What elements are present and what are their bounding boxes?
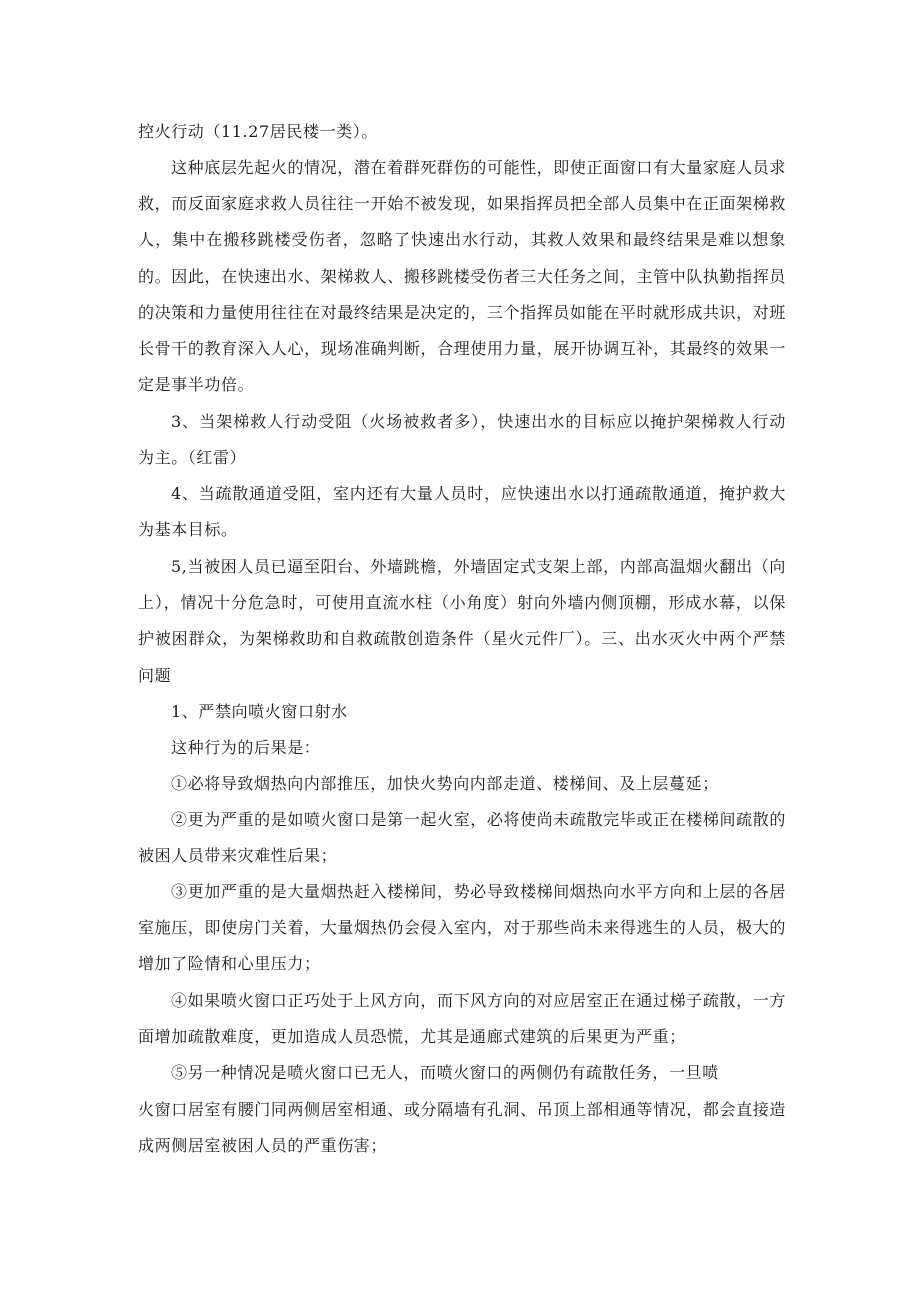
paragraph-continuation: 控火行动（11.27居民楼一类）。 [138, 122, 379, 141]
paragraph-consequences-intro: 这种行为的后果是： [171, 738, 321, 757]
paragraph-item-4: 4、当疏散通道受阻，室内还有大量人员时，应快速出水以打通疏散通道，掩护救大为基本目标。 [138, 484, 786, 540]
list-item-consequence-3: ③更加严重的是大量烟热赶入楼梯间，势必导致楼梯间烟热向水平方向和上层的各居室施压，即使房门关着，大量烟热仍会侵入室内，对于那些尚未来得逃生的人员，极大的增加了险情和心里压力； [138, 882, 786, 974]
list-item-consequence-2: ②更为严重的是如喷火窗口是第一起火室，必将使尚未疏散完毕或正在楼梯间疏散的被困人员带来灾难性后果； [138, 810, 786, 866]
paragraph-item-3: 3、当架梯救人行动受阻（火场被救者多），快速出水的目标应以掩护架梯救人行动为主。（红雷） [138, 412, 786, 468]
heading-prohibition-1: 1、严禁向喷火窗口射水 [171, 702, 348, 721]
list-item-consequence-5-cont: 火窗口居室有腰门同两侧居室相通、或分隔墙有孔洞、吊顶上部相通等情况，都会直接造成两侧居室被困人员的严重伤害； [138, 1100, 786, 1156]
paragraph-item-5: 5,当被困人员已逼至阳台、外墙跳檐，外墙固定式支架上部，内部高温烟火翻出（向上），情况十分危急时，可使用直流水柱（小角度）射向外墙内侧顶棚，形成水幕，以保护被困群众，为架梯救助和自救疏散创造条件（星火元件厂）。三、出水灭火中两个严禁问题 [138, 557, 786, 685]
list-item-consequence-4: ④如果喷火窗口正巧处于上风方向，而下风方向的对应居室正在通过梯子疏散，一方面增加疏散难度，更加造成人员恐慌，尤其是通廊式建筑的后果更为严重； [138, 991, 786, 1047]
list-item-consequence-1: ①必将导致烟热向内部推压，加快火势向内部走道、楼梯间、及上层蔓延； [171, 774, 719, 793]
paragraph-fire-scenario: 这种底层先起火的情况，潜在着群死群伤的可能性，即使正面窗口有大量家庭人员求救，而反面家庭求救人员往往一开始不被发现，如果指挥员把全部人员集中在正面架梯救人，集中在搬移跳楼受伤者，忽略了快速出水行动，其救人效果和最终结果是难以想象的。因此，在快速出水、架梯救人、搬移跳楼受伤者三大任务之间，主管中队执勤指挥员的决策和力量使用往往在对最终结果是决定的，三个指挥员如能在平时就形成共识，对班长骨干的教育深入人心，现场准确判断，合理使用力量，展开协调互补，其最终的效果一定是事半功倍。 [138, 158, 786, 395]
list-item-consequence-5-start: ⑤另一种情况是喷火窗口已无人，而喷火窗口的两侧仍有疏散任务，一旦喷 [171, 1063, 719, 1082]
